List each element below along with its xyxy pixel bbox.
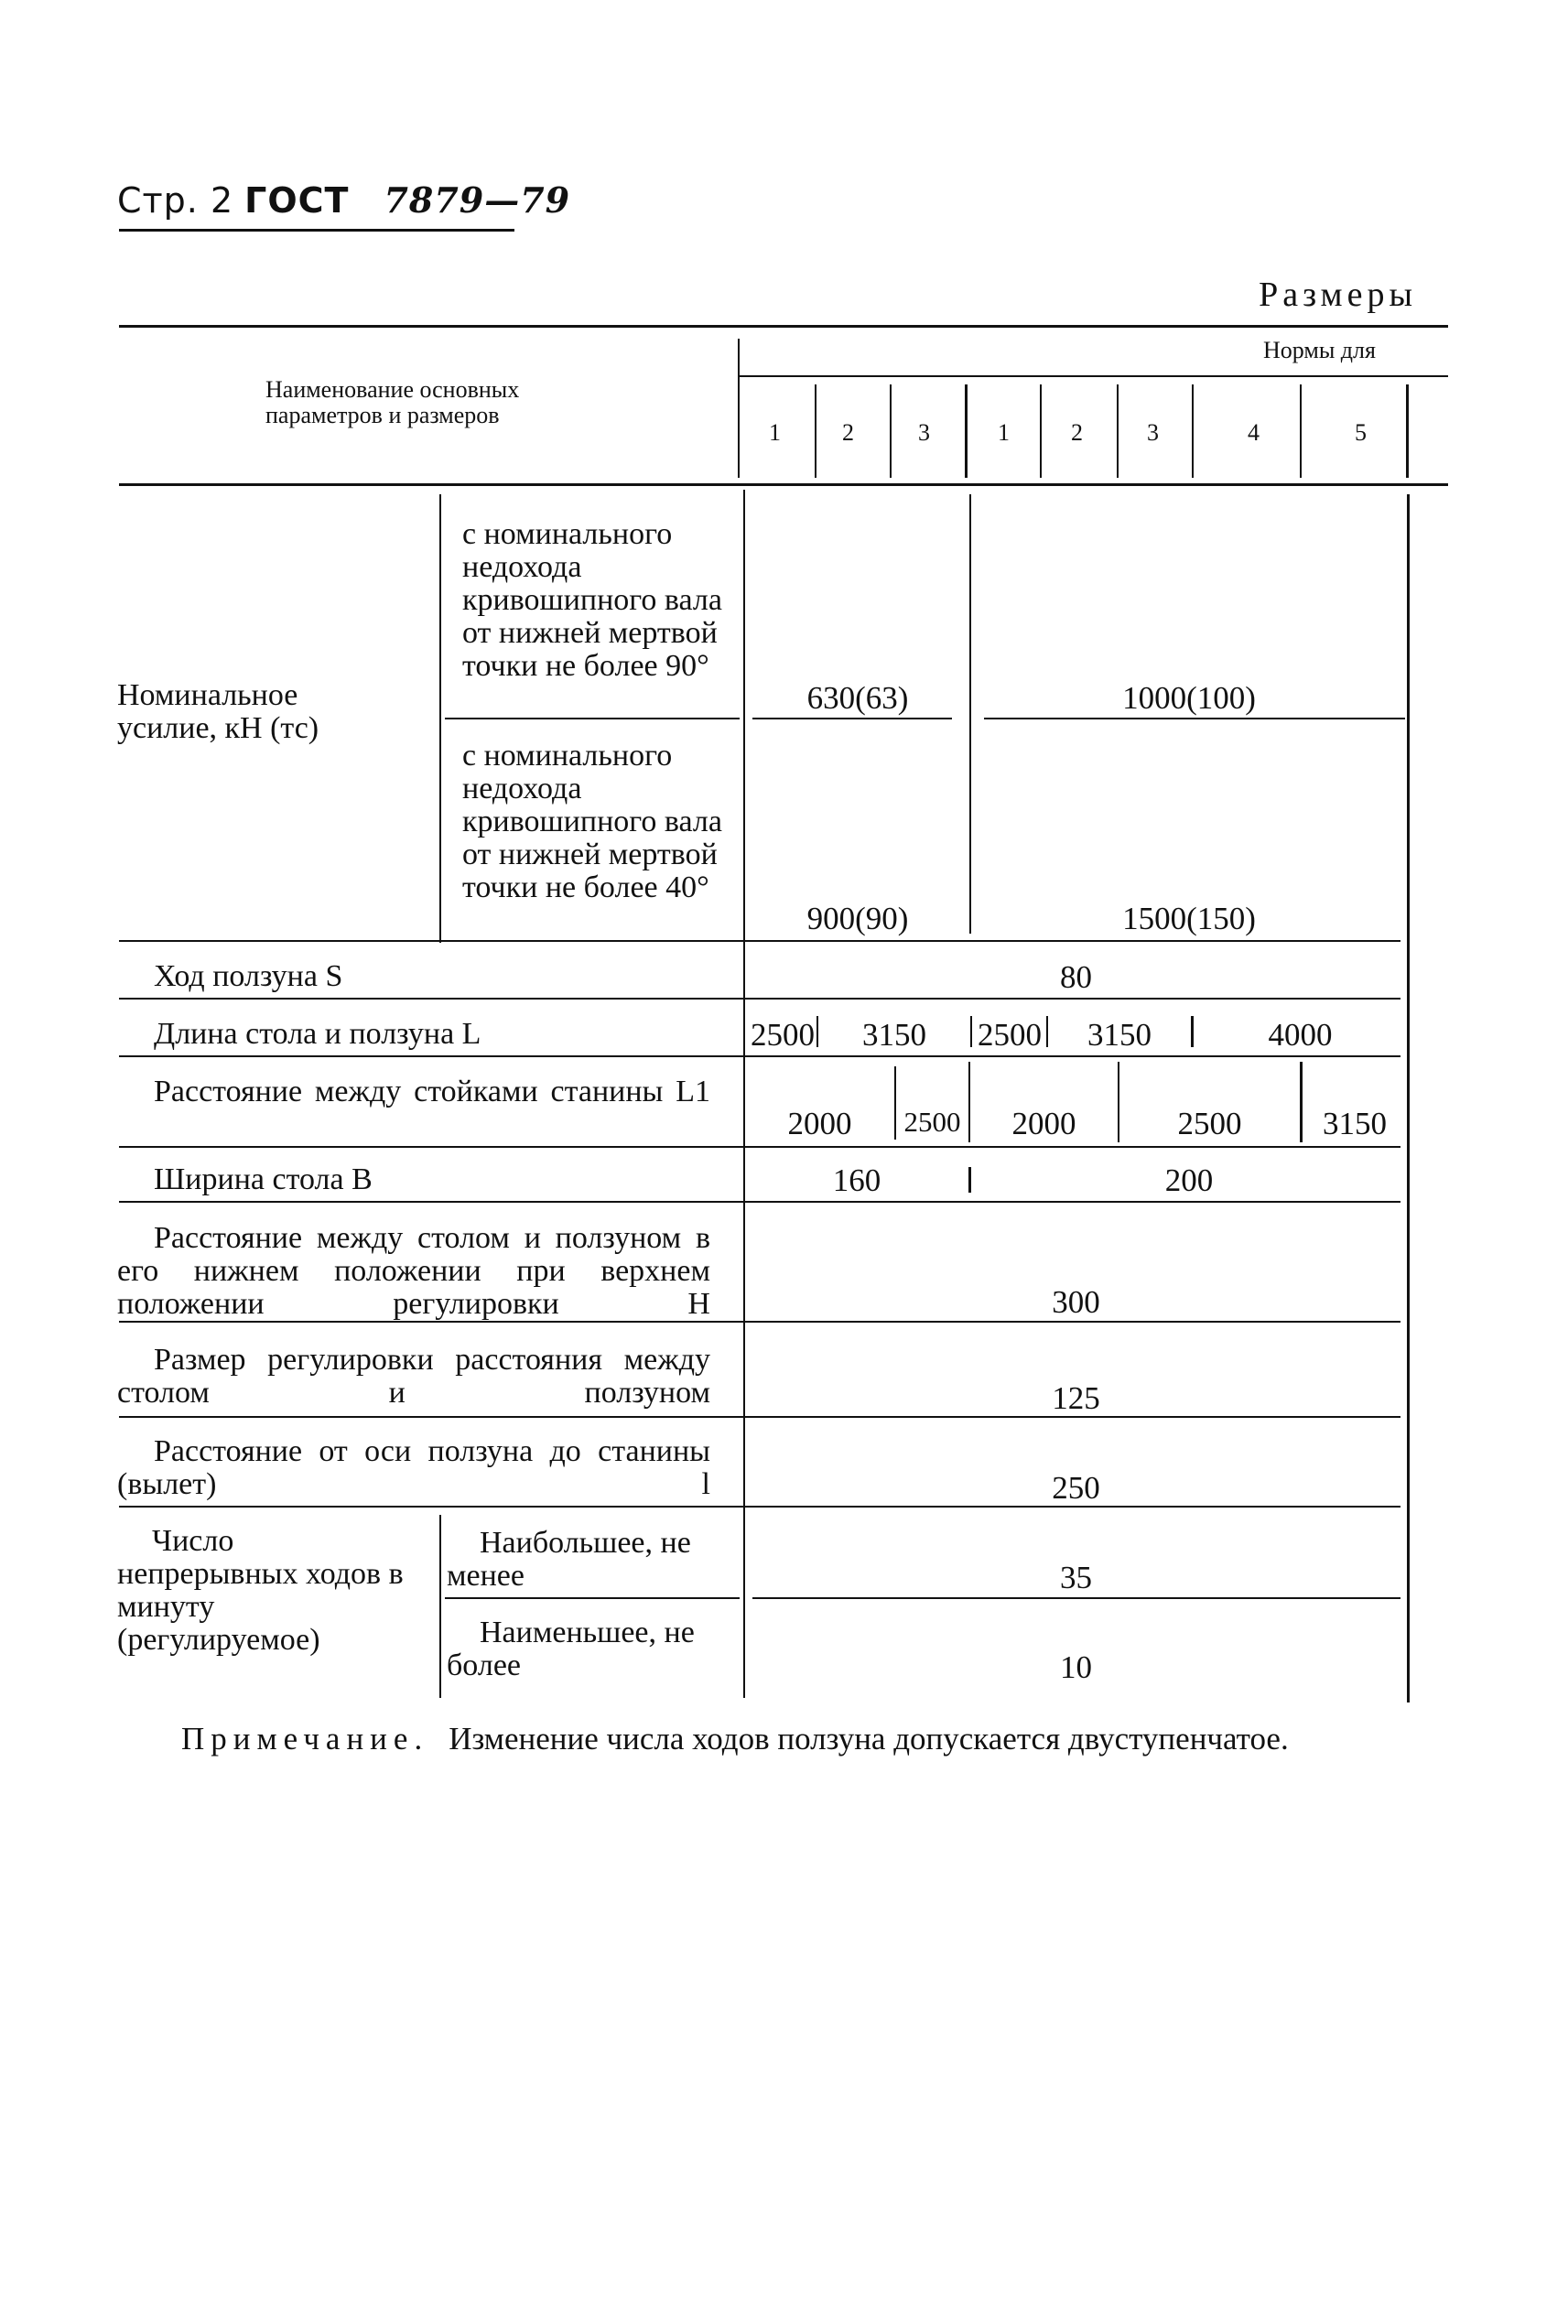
strokes-max-label: Наибольшее, не менее bbox=[447, 1526, 691, 1593]
force-sub1-value-a: 630(63) bbox=[806, 680, 909, 716]
length-value-3: 2500 bbox=[978, 1017, 1042, 1053]
distance-label bbox=[154, 1076, 710, 1108]
header-rule bbox=[119, 229, 514, 232]
col-num-5: 2 bbox=[1071, 419, 1083, 446]
rule-norms bbox=[738, 375, 1448, 377]
table-slide-label: Расстояние между столом и ползуном в его нижнем положении при верхнем положении регулировки H bbox=[117, 1221, 710, 1321]
force-sub2-value-a: 900(90) bbox=[806, 901, 909, 936]
distance-value-3: 2000 bbox=[1011, 1106, 1076, 1141]
col-num-2: 2 bbox=[842, 419, 854, 446]
rule-top bbox=[119, 325, 1448, 328]
col-num-3: 3 bbox=[918, 419, 930, 446]
adjust-label: Размер регулировки расстояния между столом и ползуном bbox=[117, 1343, 710, 1410]
stroke-value: 80 bbox=[1060, 959, 1092, 995]
rule-header-bottom bbox=[119, 483, 1448, 486]
force-sub2-label: с номинального недохода кривошипного вала от нижней мертвой точки не более 40° bbox=[462, 739, 722, 904]
length-value-2: 3150 bbox=[862, 1017, 926, 1053]
footnote bbox=[181, 1721, 1289, 1757]
distance-label-text: Расстояние между стойками станины L1 bbox=[154, 1075, 710, 1108]
strokes-min-value: 10 bbox=[1060, 1649, 1092, 1685]
force-sub1-label: с номинального недохода кривошипного вала от нижней мертвой точки не более 90° bbox=[462, 517, 722, 683]
param-header: Наименование основных параметров и размеров bbox=[265, 376, 520, 428]
length-value-5: 4000 bbox=[1268, 1017, 1333, 1053]
reach-value: 250 bbox=[1052, 1470, 1100, 1506]
col-num-6: 3 bbox=[1147, 419, 1159, 446]
force-sub2-value-b: 1500(150) bbox=[1122, 901, 1256, 936]
col-num-1: 1 bbox=[769, 419, 781, 446]
width-value-1: 160 bbox=[832, 1162, 881, 1198]
footnote-text: Изменение числа ходов ползуна допускается двуступенчатое. bbox=[449, 1721, 1289, 1757]
page-header bbox=[117, 179, 570, 222]
table-slide-value: 300 bbox=[1052, 1284, 1100, 1320]
col-num-8: 5 bbox=[1355, 419, 1367, 446]
distance-value-4: 2500 bbox=[1177, 1106, 1242, 1141]
col-num-7: 4 bbox=[1248, 419, 1260, 446]
strokes-label: Число непрерывных ходов в минуту (регулируемое) bbox=[117, 1524, 404, 1657]
footnote-label: Примечание. bbox=[181, 1721, 429, 1757]
stroke-label: Ход ползуна S bbox=[154, 959, 343, 993]
width-value-2: 200 bbox=[1164, 1162, 1214, 1198]
length-value-4: 3150 bbox=[1087, 1017, 1152, 1053]
width-label: Ширина стола B bbox=[154, 1162, 373, 1196]
standard-label: ГОСТ bbox=[244, 180, 350, 221]
strokes-min-label: Наименьшее, не более bbox=[447, 1616, 695, 1682]
force-sub1-value-b: 1000(100) bbox=[1122, 680, 1256, 716]
adjust-value: 125 bbox=[1052, 1380, 1100, 1416]
length-label: Длина стола и ползуна L bbox=[154, 1017, 481, 1051]
col-num-4: 1 bbox=[998, 419, 1010, 446]
page-label: Стр. 2 bbox=[117, 180, 234, 221]
norms-header: Нормы для bbox=[1263, 337, 1376, 363]
strokes-max-value: 35 bbox=[1060, 1560, 1092, 1595]
table-caption: Размеры bbox=[1259, 276, 1417, 314]
standard-number: 7879—79 bbox=[384, 179, 571, 221]
distance-value-5: 3150 bbox=[1323, 1106, 1387, 1141]
length-value-1: 2500 bbox=[751, 1017, 815, 1053]
distance-value-2: 2500 bbox=[903, 1106, 961, 1138]
reach-label: Расстояние от оси ползуна до станины (вылет) l bbox=[117, 1434, 710, 1501]
distance-value-1: 2000 bbox=[787, 1106, 852, 1141]
force-label: Номинальное усилие, кН (тс) bbox=[117, 678, 319, 745]
